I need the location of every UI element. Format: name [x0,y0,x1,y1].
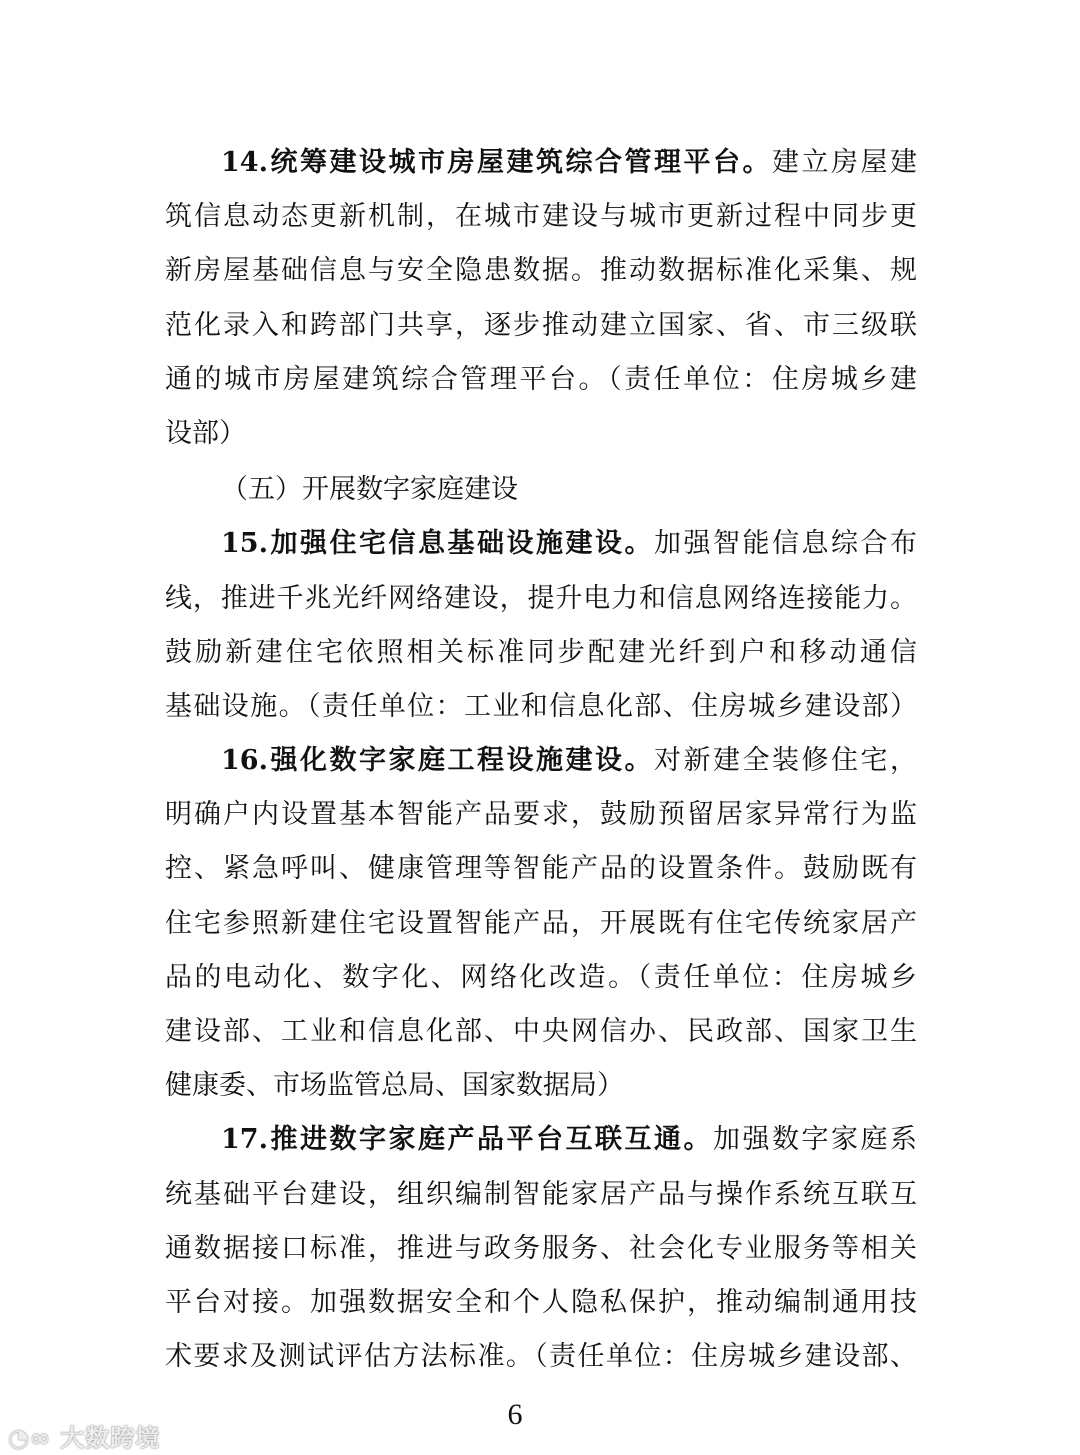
text-line [165,572,917,626]
text-line [165,842,917,896]
text-line [165,1168,917,1222]
text-line [165,897,917,951]
body-text: 统基础平台建设，组织编制智能家居产品与操作系统互联互 [165,1178,917,1210]
text-line [165,136,917,190]
body-text: 明确户内设置基本智能产品要求，鼓励预留居家异常行为监 [165,799,917,831]
body-text: 控、紧急呼叫、健康管理等智能产品的设置条件。鼓励既有 [165,853,917,885]
text-line [165,1276,917,1330]
text-line [165,190,917,244]
text-line [165,680,917,734]
body-text: 加强数字家庭系 [712,1124,917,1156]
body-text: （五）开展数字家庭建设 [221,474,518,506]
text-line [165,734,917,788]
body-text: 加强智能信息综合布 [653,528,917,560]
body-text: 通的城市房屋建筑综合管理平台。（责任单位：住房城乡建 [165,363,917,395]
item-title: 14.统筹建设城市房屋建筑综合管理平台。 [221,147,772,178]
watermark-logo: ◔∞ 大数跨境 [8,1424,161,1452]
text-line [165,517,917,571]
text-line [165,626,917,680]
section-heading [165,463,917,517]
body-text: 术要求及测试评估方法标准。（责任单位：住房城乡建设部、 [165,1341,917,1373]
body-text: 鼓励新建住宅依照相关标准同步配建光纤到户和移动通信 [165,636,917,668]
text-line [165,1005,917,1059]
text-line [165,951,917,1005]
body-text: 健康委、市场监管总局、国家数据局） [165,1070,624,1102]
body-text: 通数据接口标准，推进与政务服务、社会化专业服务等相关 [165,1232,917,1264]
text-line [165,244,917,298]
text-line [165,1059,917,1113]
body-text: 新房屋基础信息与安全隐患数据。推动数据标准化采集、规 [165,255,917,287]
text-line [165,353,917,407]
text-line [165,299,917,353]
body-text: 对新建全装修住宅， [653,745,917,777]
body-text: 平台对接。加强数据安全和个人隐私保护，推动编制通用技 [165,1286,917,1318]
body-text: 建设部、工业和信息化部、中央网信办、民政部、国家卫生 [165,1016,917,1047]
text-line [165,1222,917,1276]
text-line [165,407,917,461]
item-title: 16.强化数字家庭工程设施建设。 [221,745,654,777]
text-line [165,788,917,842]
body-text: 筑信息动态更新机制，在城市建设与城市更新过程中同步更 [165,201,917,233]
page-number: 6 [507,1398,523,1431]
body-text: 设部） [165,417,246,449]
text-line [165,1330,917,1384]
body-text: 线，推进千兆光纤网络建设，提升电力和信息网络连接能力。 [165,582,917,614]
body-text: 基础设施。（责任单位：工业和信息化部、住房城乡建设部） [165,690,917,722]
watermark-text: 大数跨境 [60,1424,161,1452]
body-text: 品的电动化、数字化、网络化改造。（责任单位：住房城乡 [165,961,917,993]
text-line [165,1113,917,1167]
document-body [165,136,917,1384]
body-text: 范化录入和跨部门共享，逐步推动建立国家、省、市三级联 [165,309,917,341]
item-title: 17.推进数字家庭产品平台互联互通。 [221,1124,713,1156]
body-text: 建立房屋建 [772,147,917,178]
item-title: 15.加强住宅信息基础设施建设。 [221,528,654,560]
body-text: 住宅参照新建住宅设置智能产品，开展既有住宅传统家居产 [165,907,917,939]
